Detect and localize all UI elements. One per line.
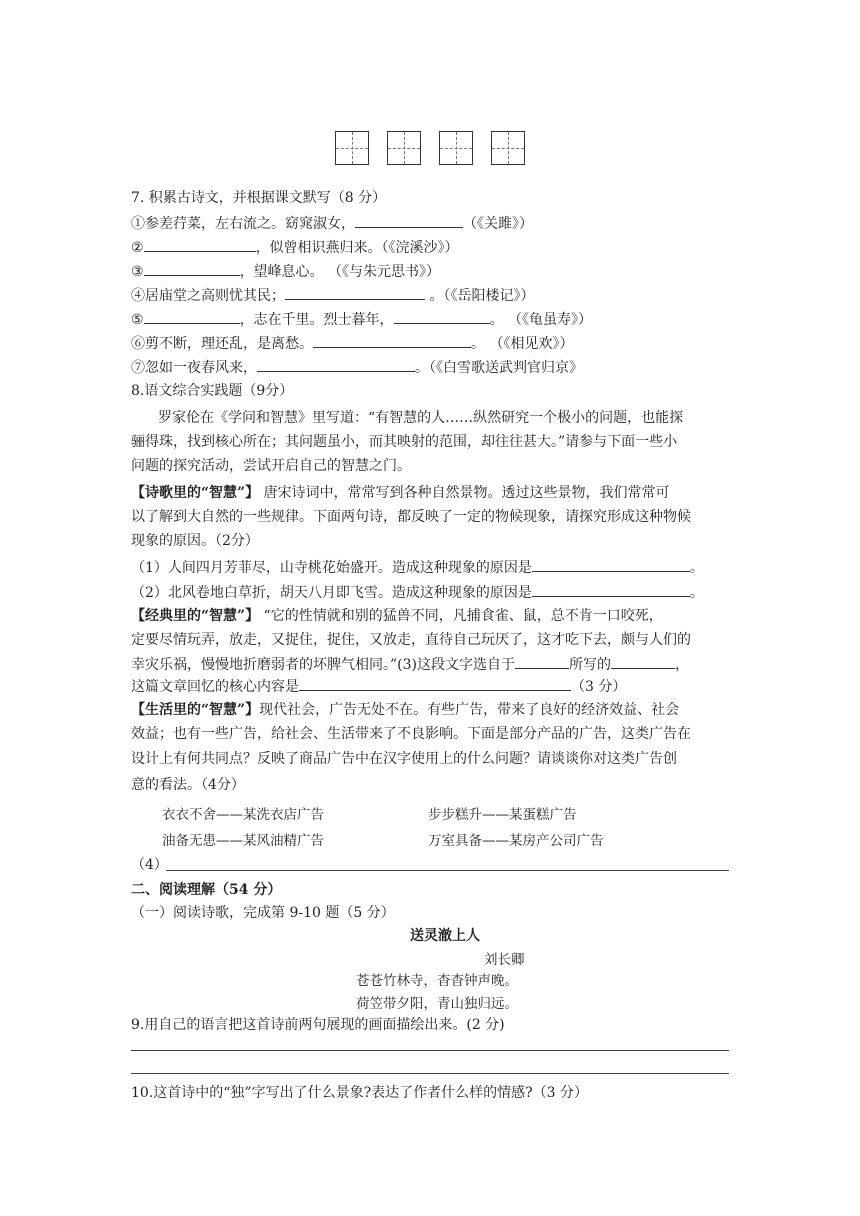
life-section-line: 设计上有何共同点？反映了商品广告中在汉字使用上的什么问题？请谈谈你对这类广告创	[131, 751, 677, 767]
writing-grid-box-1	[335, 131, 369, 165]
life-section-line: 意的看法。（4分）	[131, 777, 245, 793]
poem-section-line: 现象的原因。（2分）	[131, 533, 259, 549]
q7-line-5: ⑤ ，志在千里。烈士暮年， 。 （《龟虽寿》）	[131, 309, 592, 330]
writing-grid-box-3	[439, 131, 473, 165]
q7-line-1: ①参差荇菜，左右流之。窈窕淑女， （《关雎》）	[131, 213, 533, 234]
q10-question: 10.这首诗中的“独”字写出了什么景象?表达了作者什么样的情感?（3 分）	[131, 1085, 588, 1101]
part2-title: 二、阅读理解（54 分）	[131, 882, 282, 898]
answer-blank[interactable]	[611, 654, 675, 669]
answer-blank[interactable]	[144, 237, 256, 252]
classic-section-line: 这篇文章回忆的核心内容是 （3 分）	[131, 676, 626, 697]
writing-grid-box-4	[491, 131, 525, 165]
part2-subtitle: （一）阅读诗歌，完成第 9-10 题（5 分）	[131, 905, 395, 921]
q7-line-2: ② ，似曾相识燕归来。（《浣溪沙》）	[131, 237, 459, 258]
classic-section-line: 定要尽情玩弄，放走，又捉住，捉住，又放走，直待自己玩厌了，这才吃下去，颇与人们的	[131, 632, 691, 648]
section-heading: 【生活里的“智慧”】	[131, 702, 260, 718]
answer-blank[interactable]	[394, 309, 490, 324]
q8-subquestion-2: （2）北风卷地白草折，胡天八月即飞雪。造成这种现象的原因是 。	[131, 582, 704, 603]
poem-line: 苍苍竹林寺，杳杳钟声晚。	[356, 973, 518, 989]
q7-line-4: ④居庙堂之高则忧其民； 。（《岳阳楼记》）	[131, 285, 534, 306]
poem-line: 荷笠带夕阳，青山独归远。	[356, 996, 518, 1012]
q8-intro-line: 骊得珠，找到核心所在；其问题虽小，而其映射的范围，却往往甚大。”请参与下面一些小	[131, 434, 678, 450]
poem-title: 送灵澈上人	[410, 928, 480, 944]
poem-author: 刘长卿	[484, 952, 525, 968]
life-section-line: 效益；也有一些广告，给社会、生活带来了不良影响。下面是部分产品的广告，这类广告在	[131, 726, 691, 742]
answer-blank[interactable]	[144, 261, 240, 276]
q7-line-7: ⑦忽如一夜春风来， 。（《白雪歌送武判官归京》	[131, 357, 583, 378]
ad-example: 油备无患——某风油精广告	[162, 833, 324, 849]
answer-blank[interactable]	[257, 357, 415, 372]
writing-grid-box-2	[387, 131, 421, 165]
ad-example: 衣衣不舍——某洗衣店广告	[162, 807, 324, 823]
q7-title: 7. 积累古诗文，并根据课文默写（8 分）	[131, 190, 387, 206]
answer-blank[interactable]	[299, 676, 571, 691]
q8-intro-line: 罗家伦在《学问和智慧》里写道：“有智慧的人……纵然研究一个极小的问题，也能探	[158, 410, 684, 426]
q8-answer-4-label: （4）	[131, 857, 168, 873]
q7-line-3: ③ ，望峰息心。 （《与朱元思书》）	[131, 261, 440, 282]
section-heading: 【诗歌里的“智慧”】	[131, 485, 260, 501]
life-section-line: 【生活里的“智慧”】现代社会，广告无处不在。有些广告，带来了良好的经济效益、社会	[131, 702, 680, 718]
answer-blank[interactable]	[144, 309, 240, 324]
answer-line[interactable]	[131, 1050, 729, 1051]
classic-section-line: 【经典里的“智慧”】 “它的性情就和别的猛兽不同，凡捕食雀、鼠，总不肯一口咬死，	[131, 608, 663, 624]
answer-blank[interactable]	[285, 285, 425, 300]
ad-example: 万室具备——某房产公司广告	[428, 833, 604, 849]
q9-question: 9.用自己的语言把这首诗前两句展现的画面描绘出来。(2 分)	[131, 1017, 505, 1033]
section-heading: 【经典里的“智慧”】	[131, 608, 260, 624]
q8-intro-line: 问题的探究活动，尝试开启自己的智慧之门。	[131, 458, 411, 474]
answer-blank[interactable]	[313, 333, 471, 348]
answer-line[interactable]	[166, 870, 729, 871]
answer-blank[interactable]	[532, 557, 690, 572]
q7-line-6: ⑥剪不断，理还乱，是离愁。 。 （《相见欢》）	[131, 333, 573, 354]
q8-subquestion-1: （1）人间四月芳菲尽，山寺桃花始盛开。造成这种现象的原因是 。	[131, 557, 704, 578]
classic-section-line: 幸灾乐祸，慢慢地折磨弱者的坏脾气相同。”(3)这段文字选自于 所写的 ，	[131, 654, 689, 675]
answer-line[interactable]	[131, 1073, 729, 1074]
poem-section-line: 以了解到大自然的一些规律。下面两句诗，都反映了一定的物候现象，请探究形成这种物候	[131, 509, 691, 525]
poem-section-line: 【诗歌里的“智慧”】 唐宋诗词中，常常写到各种自然景物。透过这些景物，我们常常可	[131, 485, 670, 501]
q8-title: 8.语文综合实践题（9分）	[131, 383, 294, 399]
answer-blank[interactable]	[515, 654, 569, 669]
answer-blank[interactable]	[532, 582, 690, 597]
answer-blank[interactable]	[355, 213, 463, 228]
ad-example: 步步糕升——某蛋糕广告	[428, 807, 577, 823]
